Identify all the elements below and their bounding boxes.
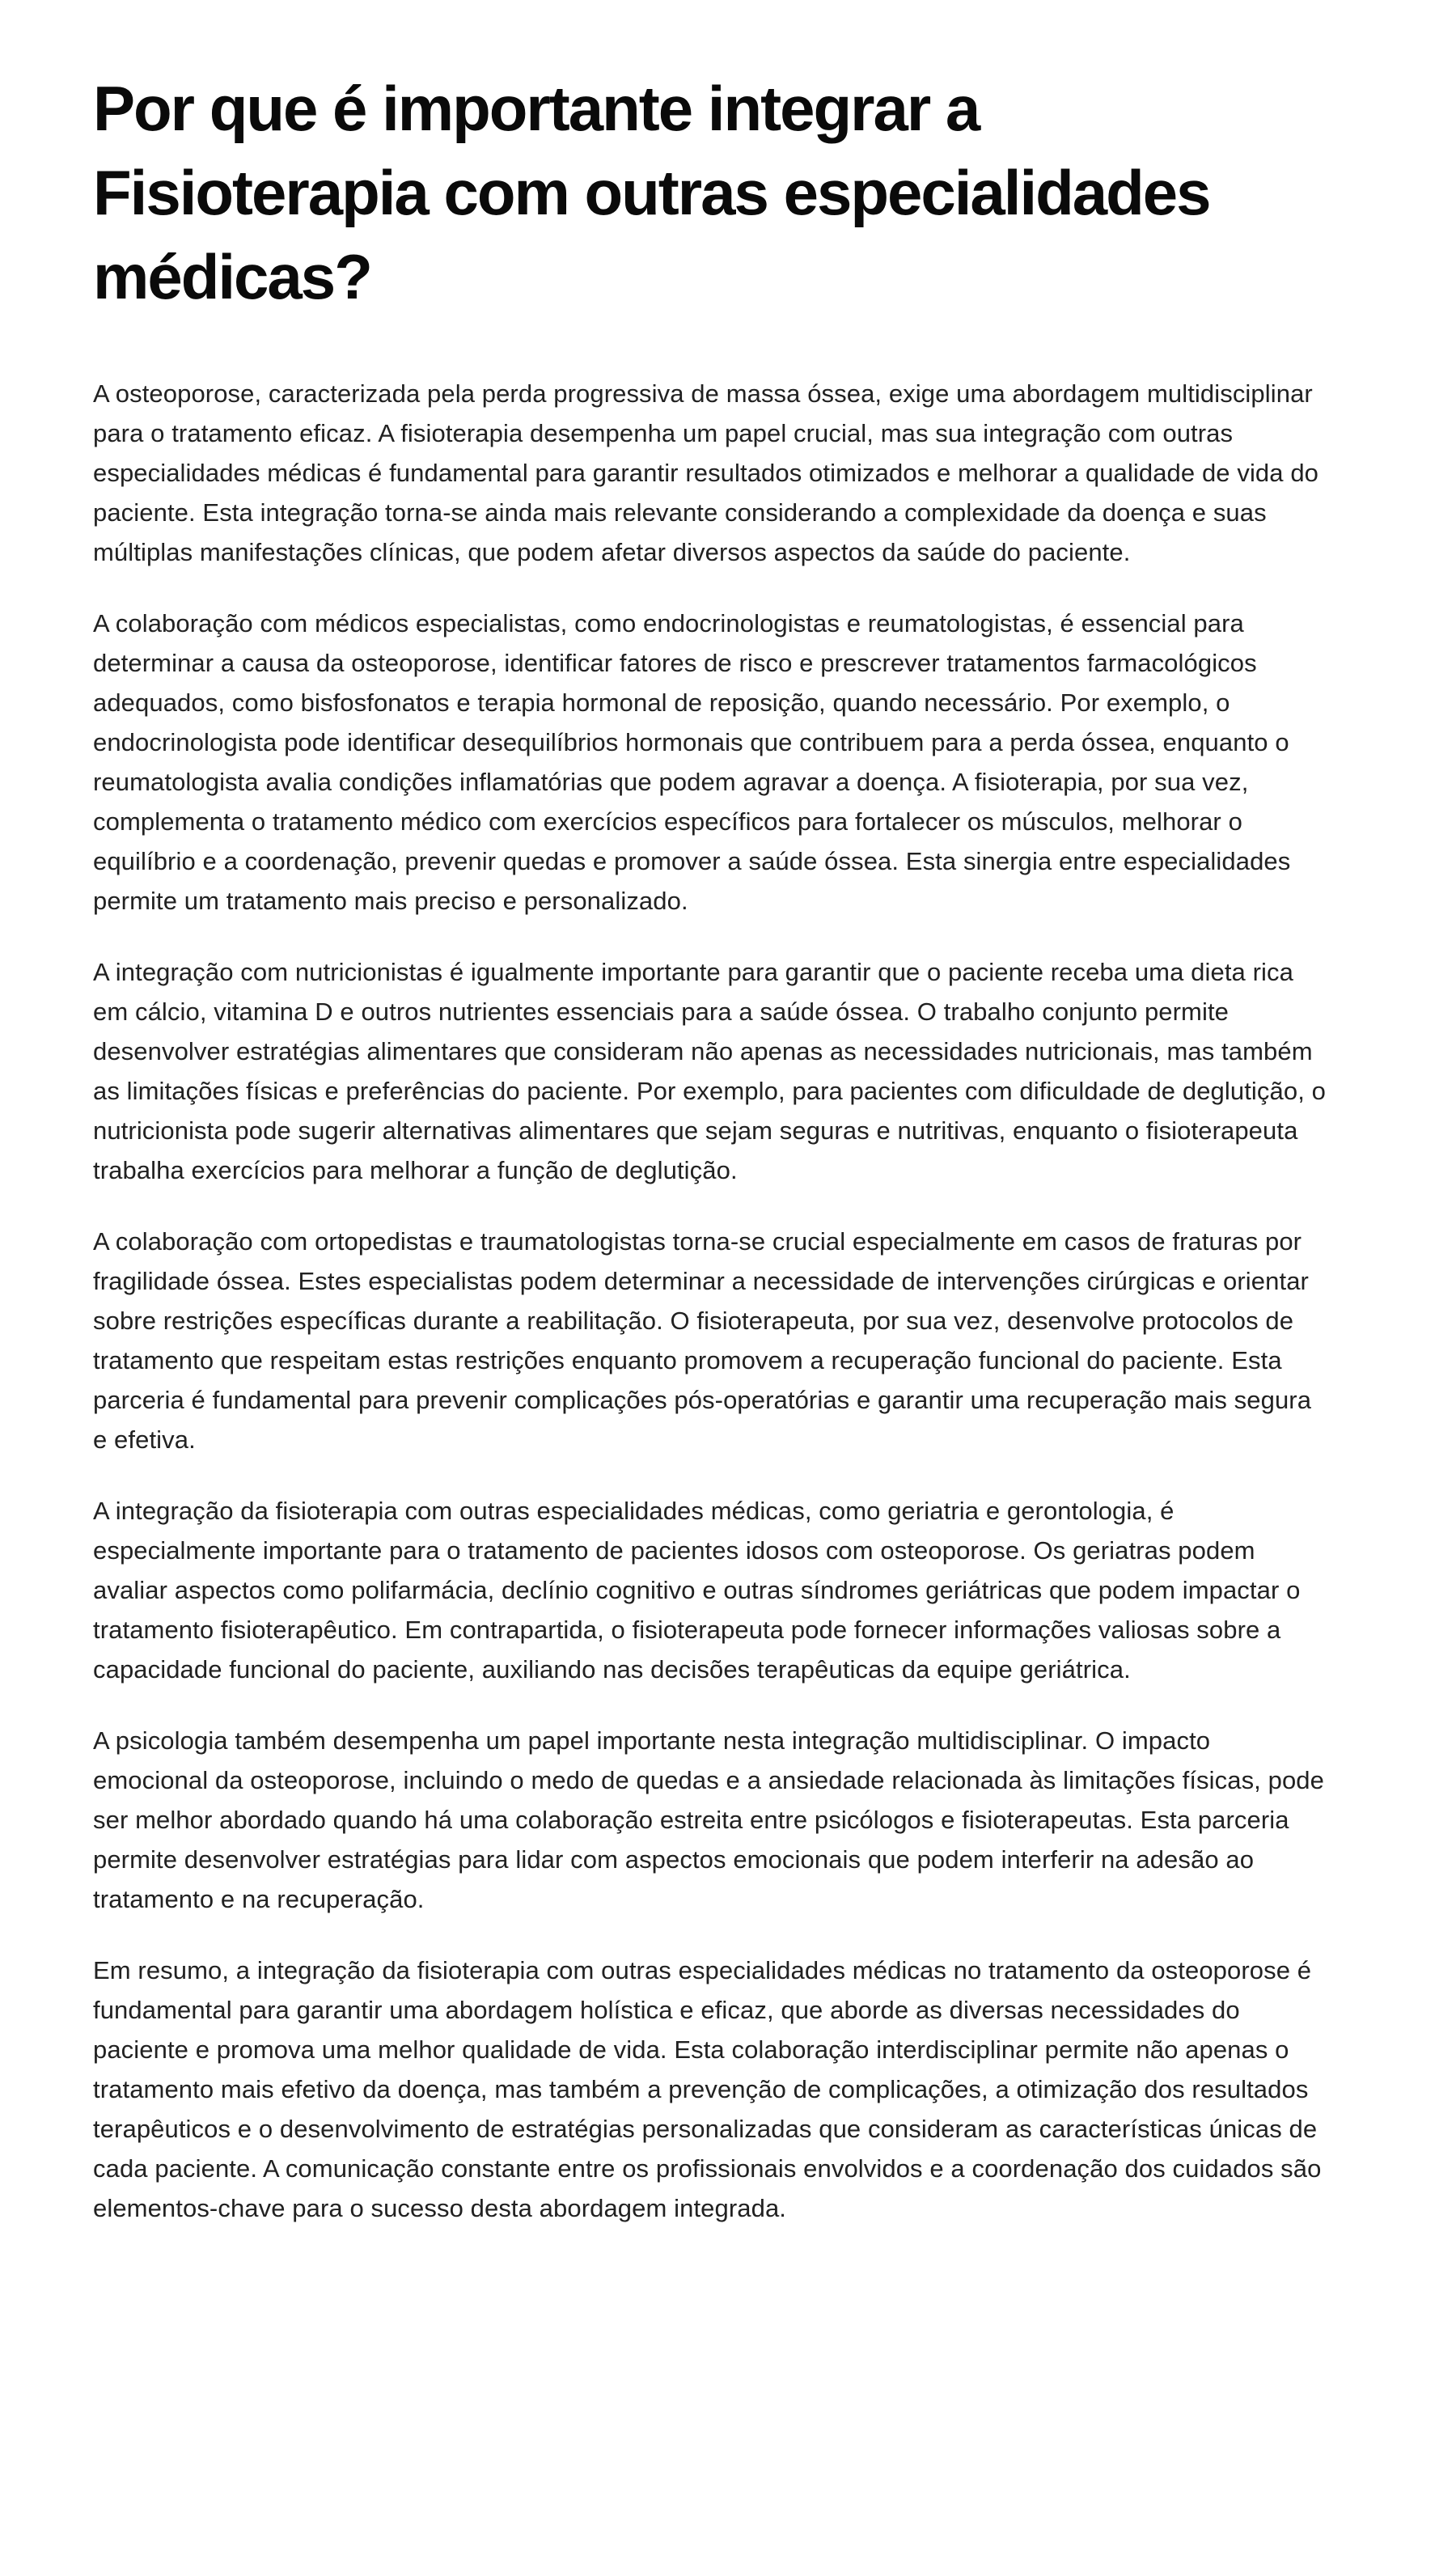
page-title bbox=[93, 66, 1331, 319]
page-title-line-1: Por que é importante integrar a bbox=[93, 73, 980, 144]
paragraph-2: A colaboração com médicos especialistas, como endocrinologistas e reumatologistas, é essencial para determinar a causa da osteoporose, identificar fatores de risco e prescrever tratamentos farmacológicos adequados, como bisfosfonatos e terapia hormonal de reposição, quando necessário. Por exemplo, o endocrinologista pode identificar desequilíbrios hormonais que contribuem para a perda óssea, enquanto o reumatologista avalia condições inflamatórias que podem agravar a doença. A fisioterapia, por sua vez, complementa o tratamento médico com exercícios específicos para fortalecer os músculos, melhorar o equilíbrio e a coordenação, prevenir quedas e promover a saúde óssea. Esta sinergia entre especialidades permite um tratamento mais preciso e personalizado. bbox=[93, 609, 1291, 915]
paragraph-4: A colaboração com ortopedistas e traumatologistas torna-se crucial especialmente em casos de fraturas por fragilidade óssea. Estes especialistas podem determinar a necessidade de intervenções cirúrgicas e orientar sobre restrições específicas durante a reabilitação. O fisioterapeuta, por sua vez, desenvolve protocolos de tratamento que respeitam estas restrições enquanto promovem a recuperação funcional do paciente. Esta parceria é fundamental para prevenir complicações pós-operatórias e garantir uma recuperação mais segura e efetiva. bbox=[93, 1227, 1312, 1454]
paragraph-1: A osteoporose, caracterizada pela perda progressiva de massa óssea, exige uma abordagem multidisciplinar para o tratamento eficaz. A fisioterapia desempenha um papel crucial, mas sua integração com outras especialidades médicas é fundamental para garantir resultados otimizados e melhorar a qualidade de vida do paciente. Esta integração torna-se ainda mais relevante considerando a complexidade da doença e suas múltiplas manifestações clínicas, que podem afetar diversos aspectos da saúde do paciente. bbox=[93, 379, 1319, 566]
paragraph-3: A integração com nutricionistas é igualmente importante para garantir que o paciente receba uma dieta rica em cálcio, vitamina D e outros nutrientes essenciais para a saúde óssea. O trabalho conjunto permite desenvolver estratégias alimentares que consideram não apenas as necessidades nutricionais, mas também as limitações físicas e preferências do paciente. Por exemplo, para pacientes com dificuldade de deglutição, o nutricionista pode sugerir alternativas alimentares que sejam seguras e nutritivas, enquanto o fisioterapeuta trabalha exercícios para melhorar a função de deglutição. bbox=[93, 958, 1326, 1184]
paragraph-6: A psicologia também desempenha um papel importante nesta integração multidisciplinar. O impacto emocional da osteoporose, incluindo o medo de quedas e a ansiedade relacionada às limitações físicas, pode ser melhor abordado quando há uma colaboração estreita entre psicólogos e fisioterapeutas. Esta parceria permite desenvolver estratégias para lidar com aspectos emocionais que podem interferir na adesão ao tratamento e na recuperação. bbox=[93, 1726, 1324, 1913]
paragraph-5: A integração da fisioterapia com outras especialidades médicas, como geriatria e gerontologia, é especialmente importante para o tratamento de pacientes idosos com osteoporose. Os geriatras podem avaliar aspectos como polifarmácia, declínio cognitivo e outras síndromes geriátricas que podem impactar o tratamento fisioterapêutico. Em contrapartida, o fisioterapeuta pode fornecer informações valiosas sobre a capacidade funcional do paciente, auxiliando nas decisões terapêuticas da equipe geriátrica. bbox=[93, 1497, 1301, 1684]
page-title-line-2: Fisioterapia com outras especialidades bbox=[93, 157, 1210, 228]
paragraph-7: Em resumo, a integração da fisioterapia com outras especialidades médicas no tratamento da osteoporose é fundamental para garantir uma abordagem holística e eficaz, que aborde as diversas necessidades do paciente e promova uma melhor qualidade de vida. Esta colaboração interdisciplinar permite não apenas o tratamento mais efetivo da doença, mas também a prevenção de complicações, a otimização dos resultados terapêuticos e o desenvolvimento de estratégias personalizadas que consideram as características únicas de cada paciente. A comunicação constante entre os profissionais envolvidos e a coordenação dos cuidados são elementos-chave para o sucesso desta abordagem integrada. bbox=[93, 1956, 1322, 2222]
page-title-line-3: médicas? bbox=[93, 241, 371, 312]
